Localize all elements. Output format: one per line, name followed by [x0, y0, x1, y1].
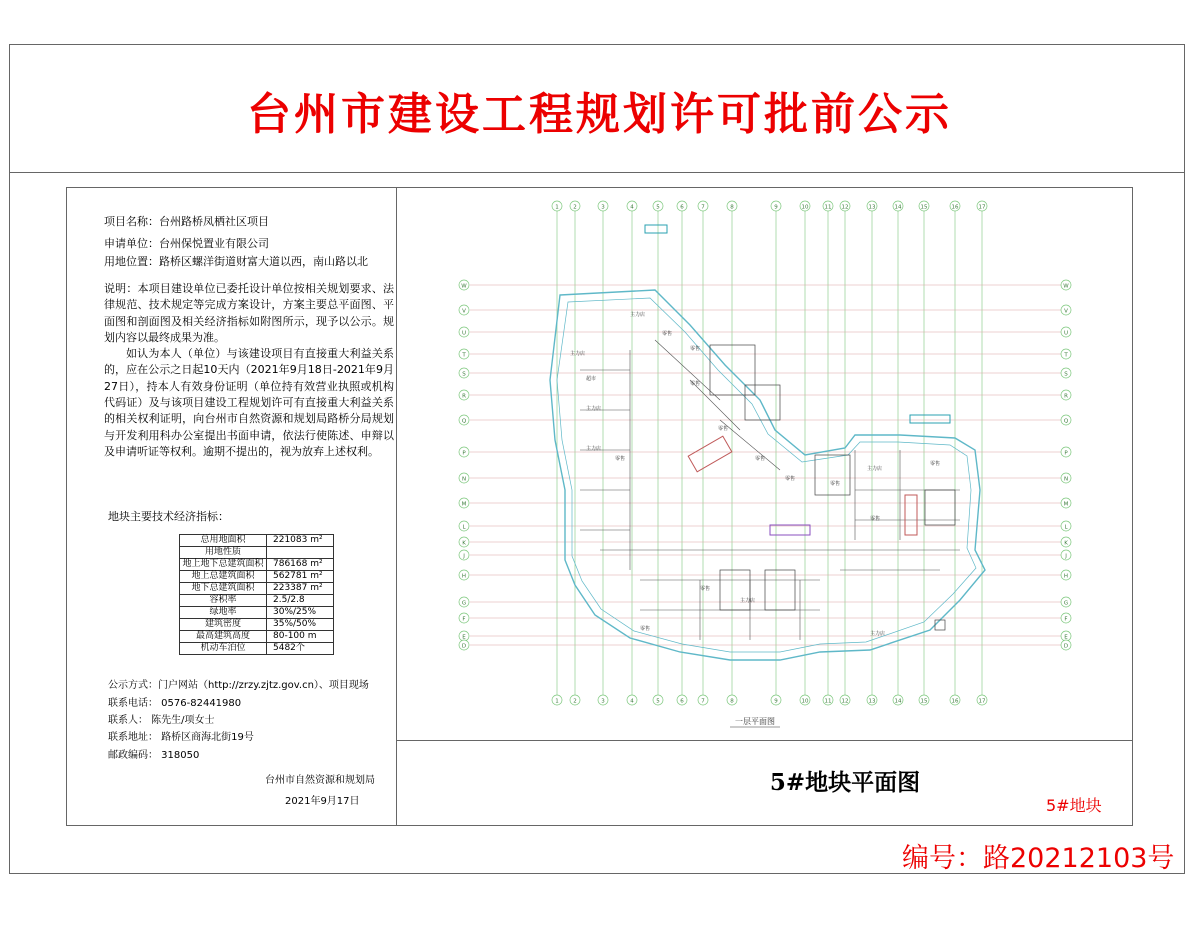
plan-caption: 5#地块平面图	[769, 769, 921, 796]
column-axis-label: 2	[573, 204, 577, 211]
core-room	[720, 570, 750, 610]
indicator-row	[180, 583, 334, 595]
column-axis-label: 8	[730, 204, 734, 211]
building-outline	[550, 290, 985, 660]
row-axis-label: H	[461, 573, 467, 580]
room-label: 主力店	[870, 631, 886, 637]
description-para-1: 说明：本项目建设单位已委托设计单位按相关规划要求、法律规范、技术规定等完成方案设计，方案主要总平面图、平面图和剖面图及相关经济指标如附图所示，现予以公示。规划内容以最终成果为准。	[104, 282, 394, 344]
contact-person: 联系人： 陈先生/项女士	[108, 715, 215, 726]
indicator-label: 用地性质	[180, 547, 267, 559]
column-axis-label: 14	[894, 204, 902, 211]
room-label: 零售	[830, 481, 841, 487]
column-axis-label: 7	[701, 204, 705, 211]
row-axis-label: E	[1064, 634, 1068, 641]
indicator-value: 30%/25%	[267, 607, 334, 619]
indicator-row	[180, 547, 334, 559]
column-axis-label: 10	[801, 204, 809, 211]
indicator-label: 地上地下总建筑面积	[180, 559, 267, 571]
room-label: 零售	[690, 346, 701, 352]
column-axis-label: 13	[868, 204, 876, 211]
issuing-authority: 台州市自然资源和规划局	[265, 775, 375, 786]
block-tag: 5#地块	[1046, 796, 1102, 815]
column-axis-label: 14	[894, 698, 902, 705]
column-axis-label: 16	[951, 698, 959, 705]
column-axis-label: 12	[841, 698, 849, 705]
indicators-table	[179, 534, 334, 655]
contact-address: 联系地址： 路桥区商海北街19号	[108, 732, 254, 743]
contact-phone: 联系电话： 0576-82441980	[108, 698, 242, 709]
notice-description	[104, 281, 394, 460]
column-axis-label: 13	[868, 698, 876, 705]
stair-escalator	[688, 436, 732, 472]
row-axis-label: W	[1063, 283, 1069, 290]
column-axis-label: 1	[555, 698, 559, 705]
row-axis-label: S	[1064, 371, 1068, 378]
column-axis-label: 4	[630, 698, 634, 705]
row-axis-label: F	[1064, 616, 1068, 623]
indicator-row	[180, 643, 334, 655]
row-axis-label: J	[1065, 553, 1067, 560]
interior-wall	[690, 380, 740, 430]
row-axis-label: D	[1063, 643, 1069, 650]
room-label: 零售	[690, 381, 701, 387]
indicator-row	[180, 607, 334, 619]
project-name: 项目名称：台州路桥凤栖社区项目	[104, 215, 269, 228]
floor-plan-drawing	[400, 190, 1130, 738]
row-axis-label: Q	[1063, 418, 1069, 425]
room-label: 零售	[755, 456, 766, 462]
column-axis-label: 15	[920, 204, 928, 211]
room-label: 零售	[930, 461, 941, 467]
column-axis-label: 10	[801, 698, 809, 705]
row-axis-label: V	[462, 308, 466, 315]
room-label: 主力店	[586, 446, 602, 452]
description-para-2: 如认为本人（单位）与该建设项目有直接重大利益关系的，应在公示之日起10天内（2021年9月18日-2021年9月27日），持本人有效身份证明（单位持有效营业执照或机构代码证）及与该项目建设工程规划许可有直接重大利益关系的相关权利证明，向台州市自然资源和规划局路桥分局规划与开发利用科办公室提出书面申请，依法行使陈述、申辩以及申请听证等权利。逾期不提出的，视为放弃上述权利。	[104, 347, 394, 458]
column-axis-label: 3	[601, 204, 605, 211]
indicator-value: 786168 m²	[267, 559, 334, 571]
stair-escalator	[645, 225, 667, 233]
indicator-row	[180, 631, 334, 643]
row-axis-label: V	[1064, 308, 1068, 315]
title-divider	[9, 172, 1185, 173]
row-axis-label: P	[462, 450, 466, 457]
column-axis-label: 15	[920, 698, 928, 705]
column-axis-label: 17	[978, 698, 986, 705]
column-axis-label: 6	[680, 204, 684, 211]
room-label: 零售	[718, 426, 729, 432]
issue-date: 2021年9月17日	[285, 796, 360, 807]
indicator-label: 机动车泊位	[180, 643, 267, 655]
column-divider	[396, 187, 397, 826]
column-axis-label: 5	[656, 204, 660, 211]
column-axis-label: 1	[555, 204, 559, 211]
indicator-value	[267, 547, 334, 559]
indicator-label: 总用地面积	[180, 535, 267, 547]
row-axis-label: M	[461, 501, 467, 508]
indicator-row	[180, 619, 334, 631]
publicity-method: 公示方式：门户网站（http://zrzy.zjtz.gov.cn）、项目现场	[108, 680, 369, 691]
drawing-label: 一层平面图	[735, 717, 775, 726]
indicator-row	[180, 559, 334, 571]
room-label: 零售	[615, 456, 626, 462]
indicator-value: 221083 m²	[267, 535, 334, 547]
indicator-row	[180, 595, 334, 607]
row-axis-label: R	[1064, 393, 1068, 400]
column-axis-label: 4	[630, 204, 634, 211]
row-axis-label: L	[462, 524, 466, 531]
room-label: 零售	[785, 476, 796, 482]
row-axis-label: F	[462, 616, 466, 623]
core-room	[765, 570, 795, 610]
indicator-row	[180, 535, 334, 547]
row-axis-label: E	[462, 634, 466, 641]
room-label: 主力店	[570, 351, 586, 357]
indicator-value: 562781 m²	[267, 571, 334, 583]
column-axis-label: 3	[601, 698, 605, 705]
room-label: 零售	[640, 626, 651, 632]
row-axis-label: T	[462, 352, 466, 359]
column-axis-label: 11	[824, 204, 832, 211]
indicator-value: 2.5/2.8	[267, 595, 334, 607]
indicator-label: 绿地率	[180, 607, 267, 619]
room-label: 零售	[870, 516, 881, 522]
column-axis-label: 9	[774, 698, 778, 705]
column-axis-label: 16	[951, 204, 959, 211]
row-axis-label: S	[462, 371, 466, 378]
column-axis-label: 5	[656, 698, 660, 705]
row-axis-label: H	[1063, 573, 1069, 580]
indicator-row	[180, 571, 334, 583]
indicators-title: 地块主要技术经济指标：	[108, 510, 229, 523]
building-inner-outline	[557, 298, 976, 652]
plan-divider	[396, 740, 1133, 741]
row-axis-label: G	[461, 600, 467, 607]
column-axis-label: 17	[978, 204, 986, 211]
indicator-label: 最高建筑高度	[180, 631, 267, 643]
row-axis-label: J	[463, 553, 465, 560]
row-axis-label: L	[1064, 524, 1068, 531]
row-axis-label: M	[1063, 501, 1069, 508]
room-label: 主力店	[740, 598, 756, 604]
indicator-label: 容积率	[180, 595, 267, 607]
room-label: 零售	[662, 331, 673, 337]
floor-plan-svg	[400, 190, 1130, 738]
stair-escalator	[905, 495, 917, 535]
applicant: 申请单位：台州保悦置业有限公司	[104, 237, 269, 250]
column-axis-label: 9	[774, 204, 778, 211]
core-room	[935, 620, 945, 630]
indicator-value: 35%/50%	[267, 619, 334, 631]
serial-number: 编号：路20212103号	[902, 843, 1175, 874]
row-axis-label: N	[1063, 476, 1069, 483]
row-axis-label: T	[1064, 352, 1068, 359]
stair-escalator	[910, 415, 950, 423]
row-axis-label: K	[1064, 540, 1068, 547]
postcode: 邮政编码： 318050	[108, 750, 200, 761]
page-title: 台州市建设工程规划许可批前公示	[247, 89, 952, 140]
indicator-label: 建筑密度	[180, 619, 267, 631]
row-axis-label: D	[461, 643, 467, 650]
indicator-label: 地下总建筑面积	[180, 583, 267, 595]
row-axis-label: W	[461, 283, 467, 290]
interior-wall	[720, 420, 780, 470]
room-label: 主力店	[867, 466, 883, 472]
indicator-value: 5482个	[267, 643, 334, 655]
row-axis-label: U	[1063, 330, 1069, 337]
indicator-value: 223387 m²	[267, 583, 334, 595]
column-axis-label: 11	[824, 698, 832, 705]
column-axis-label: 12	[841, 204, 849, 211]
column-axis-label: 8	[730, 698, 734, 705]
room-label: 超市	[586, 376, 597, 382]
row-axis-label: K	[462, 540, 466, 547]
column-axis-label: 2	[573, 698, 577, 705]
row-axis-label: G	[1063, 600, 1069, 607]
indicator-value: 80-100 m	[267, 631, 334, 643]
row-axis-label: R	[462, 393, 466, 400]
column-axis-label: 6	[680, 698, 684, 705]
room-label: 零售	[700, 586, 711, 592]
indicator-label: 地上总建筑面积	[180, 571, 267, 583]
column-axis-label: 7	[701, 698, 705, 705]
row-axis-label: U	[461, 330, 467, 337]
room-label: 主力店	[630, 312, 646, 318]
row-axis-label: Q	[461, 418, 467, 425]
row-axis-label: P	[1064, 450, 1068, 457]
site-location: 用地位置：路桥区螺洋街道财富大道以西，南山路以北	[104, 255, 368, 268]
row-axis-label: N	[461, 476, 467, 483]
room-label: 主力店	[586, 406, 602, 412]
